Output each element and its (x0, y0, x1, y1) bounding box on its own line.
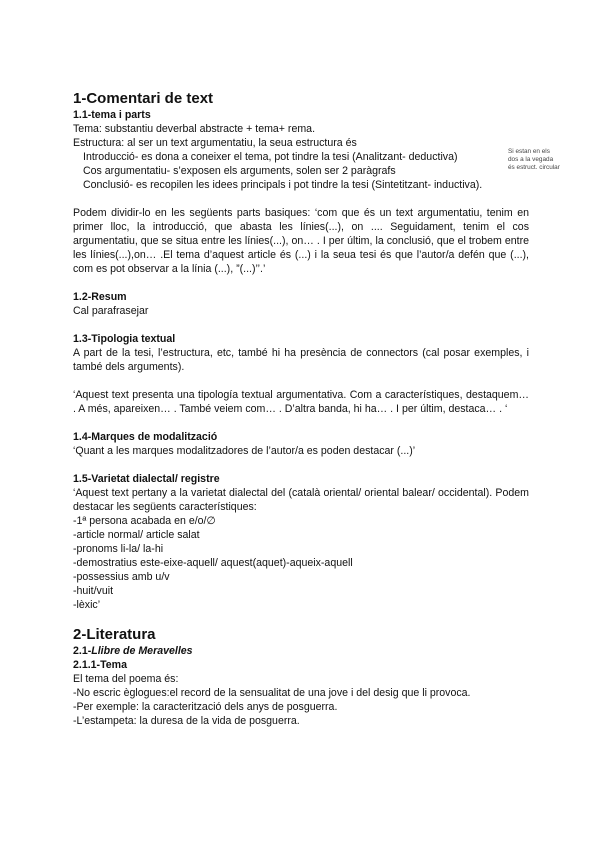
structure-item: Introducció- es dona a coneixer el tema, pot tindre la tesi (Analitzant- deductiva) (83, 151, 458, 163)
section-heading-comentari: 1-Comentari de text (73, 90, 214, 107)
list-item: -lèxic’ (73, 599, 101, 611)
text-line: Cal parafrasejar (73, 305, 149, 317)
list-item: -possessius amb u/v (73, 571, 170, 583)
side-note-line: dos a la vegada (508, 156, 554, 163)
subheading-resum: 1.2-Resum (73, 291, 127, 303)
text-line: -L’estampeta: la duresa de la vida de posguerra. (73, 715, 300, 727)
document-page (73, 90, 529, 728)
text-line: Tema: substantiu deverbal abstracte + tema+ rema. (73, 123, 316, 135)
subheading-modalitzacio: 1.4-Marques de modalització (73, 431, 218, 443)
subheading-llibre (73, 644, 529, 658)
structure-item: Cos argumentatiu- s’exposen els arguments, solen ser 2 paràgrafs (83, 165, 396, 177)
side-note-line: Si estan en els (508, 148, 550, 155)
section-heading-literatura: 2-Literatura (73, 626, 156, 643)
paragraph-tipologia: A part de la tesi, l’estructura, etc, també hi ha presència de connectors (cal posar exemples, i també dels arguments). (73, 347, 529, 373)
side-note-line: és estruct. circular (508, 164, 560, 171)
subheading-varietat: 1.5-Varietat dialectal/ registre (73, 473, 220, 485)
list-item: -huit/vuit (73, 585, 114, 597)
subheading-prefix: 2.1- (73, 645, 92, 657)
text-line: El tema del poema és: (73, 673, 179, 685)
text-line: -No escric èglogues:el record de la sensualitat de una jove i del desig que li provoca. (73, 687, 471, 699)
paragraph-parts: Podem dividir-lo en les següents parts basiques: ‘com que és un text argumentatiu, tenim en primer lloc, la introducció, que abasta les línies(...), on .... Seguidament, tenim el cos argumentatiu, que se situa entre les línies(...), on… . I per últim, la conclusió, que el trobem entre les línies(...),on… .El tema d’aquest article és (...) i la seua tesi és que l’autor/a defén que (...), com es pot observar a la línia (...), ”(...)’’.’ (73, 207, 529, 275)
text-line: -Per exemple: la caracterització dels anys de posguerra. (73, 701, 338, 713)
text-line: Estructura: al ser un text argumentatiu, la seua estructura és (73, 137, 357, 149)
list-item: -pronoms li-la/ la-hi (73, 543, 164, 555)
subheading-tema-parts: 1.1-tema i parts (73, 109, 151, 121)
list-item: -demostratius este-eixe-aquell/ aquest(aquet)-aqueix-aquell (73, 557, 353, 569)
list-item: -1ª persona acabada en e/o/∅ (73, 515, 216, 527)
paragraph-tipologia-example: ‘Aquest text presenta una tipología textual argumentativa. Com a característiques, destaquem… . A més, apareixen… . També veiem com… . D’altra banda, hi ha… . I per últim, destaca… . ‘ (73, 389, 529, 415)
list-item: -article normal/ article salat (73, 529, 200, 541)
text-line: ‘Quant a les marques modalitzadores de l’autor/a es poden destacar (...)’ (73, 445, 416, 457)
subheading-tema: 2.1.1-Tema (73, 659, 127, 671)
subheading-tipologia: 1.3-Tipologia textual (73, 333, 176, 345)
paragraph-varietat: ‘Aquest text pertany a la varietat dialectal del (català oriental/ oriental balear/ occidental). Podem destacar les següents característiques: (73, 487, 529, 513)
structure-item: Conclusió- es recopilen les idees principals i pot tindre la tesi (Sintetitzant- inductiva). (83, 179, 483, 191)
subheading-book-title: Llibre de Meravelles (91, 645, 193, 657)
